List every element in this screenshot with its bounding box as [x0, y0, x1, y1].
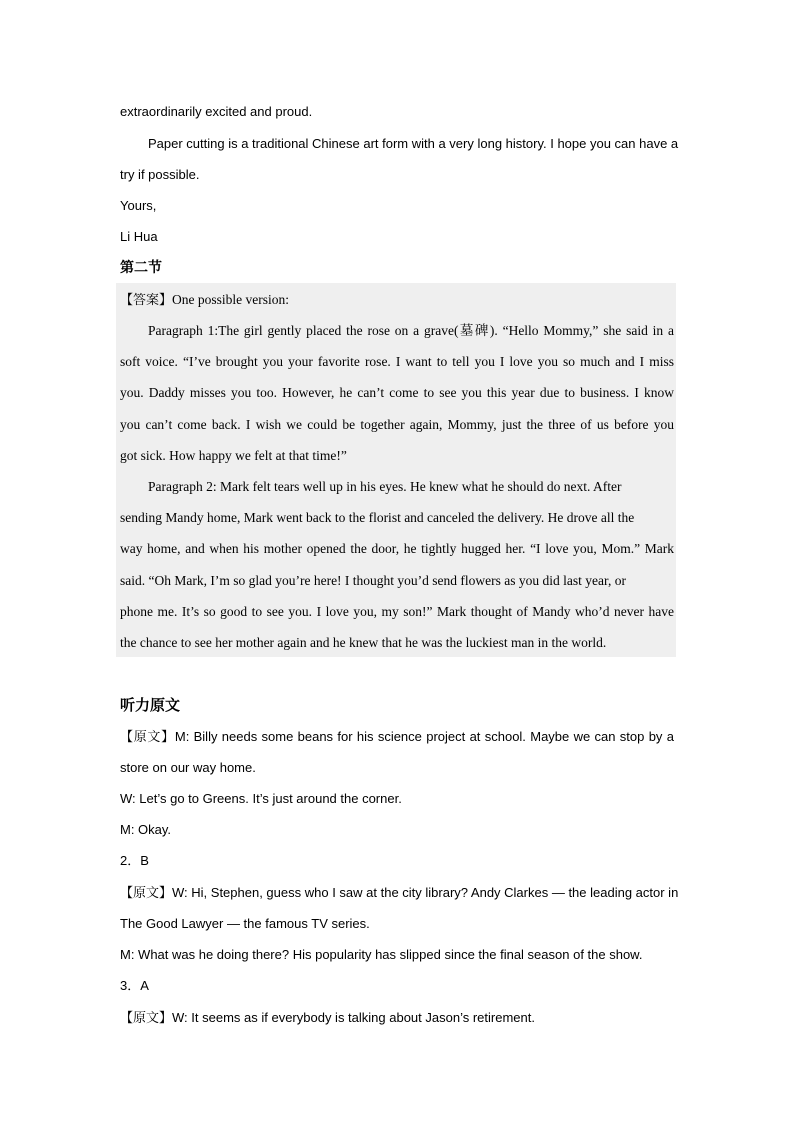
answer-line: you. Daddy misses you too. However, he can’t come to see you this year due to business. I know: [120, 385, 674, 400]
transcript-line: [120, 729, 674, 746]
source-tag: 【原文】: [120, 1011, 173, 1026]
answer-intro-line: [120, 292, 289, 309]
answer-line: Paragraph 2: Mark felt tears well up in his eyes. He knew what he should do next. After: [148, 479, 622, 494]
transcript-line: store on our way home.: [120, 760, 256, 775]
question-answer: 3．A: [120, 978, 149, 993]
answer-block: [116, 283, 676, 657]
transcript-line: [120, 1010, 535, 1027]
transcript-line: The Good Lawyer — the famous TV series.: [120, 916, 370, 931]
letter-signature: Li Hua: [120, 229, 158, 244]
letter-closing: Yours,: [120, 198, 157, 213]
transcript-line: M: What was he doing there? His popularity has slipped since the final season of the show.: [120, 947, 643, 962]
answer-tag: 【答案】: [120, 293, 173, 308]
question-answer: 2．B: [120, 853, 149, 868]
section-heading: 第二节: [120, 260, 162, 276]
section-heading: 听力原文: [120, 696, 181, 714]
letter-line: try if possible.: [120, 167, 200, 182]
answer-line: way home, and when his mother opened the door, he tightly hugged her. “I love you, Mom.” Mark: [120, 541, 674, 556]
answer-line: said. “Oh Mark, I’m so glad you’re here! I thought you’d send flowers as you did last year, or: [120, 573, 626, 588]
answer-intro: One possible version:: [172, 292, 290, 307]
answer-line: got sick. How happy we felt at that time!”: [120, 448, 347, 463]
letter-line: Paper cutting is a traditional Chinese art form with a very long history. I hope you can have a: [148, 136, 679, 151]
answer-line: you can’t come back. I wish we could be together again, Mommy, just the three of us before you: [120, 417, 674, 432]
transcript-text: W: Hi, Stephen, guess who I saw at the city library? Andy Clarkes — the leading actor in: [172, 885, 679, 900]
answer-line: phone me. It’s so good to see you. I love you, my son!” Mark thought of Mandy who’d never have: [120, 604, 674, 619]
source-tag: 【原文】: [120, 886, 173, 901]
transcript-line: W: Let’s go to Greens. It’s just around the corner.: [120, 791, 402, 806]
transcript-line: [120, 885, 679, 902]
answer-line: Paragraph 1:The girl gently placed the rose on a grave(墓碑). “Hello Mommy,” she said in a: [148, 323, 674, 338]
transcript-text: M: Billy needs some beans for his science project at school. Maybe we can stop by a: [174, 729, 674, 744]
letter-line: extraordinarily excited and proud.: [120, 104, 313, 119]
transcript-text: W: It seems as if everybody is talking about Jason’s retirement.: [172, 1010, 535, 1025]
answer-line: soft voice. “I’ve brought you your favorite rose. I want to tell you I love you so much and I miss: [120, 354, 674, 369]
transcript-line: M: Okay.: [120, 822, 172, 837]
source-tag: 【原文】: [120, 730, 175, 745]
answer-line: sending Mandy home, Mark went back to the florist and canceled the delivery. He drove all the: [120, 510, 635, 525]
answer-line: the chance to see her mother again and he knew that he was the luckiest man in the world.: [120, 635, 607, 650]
